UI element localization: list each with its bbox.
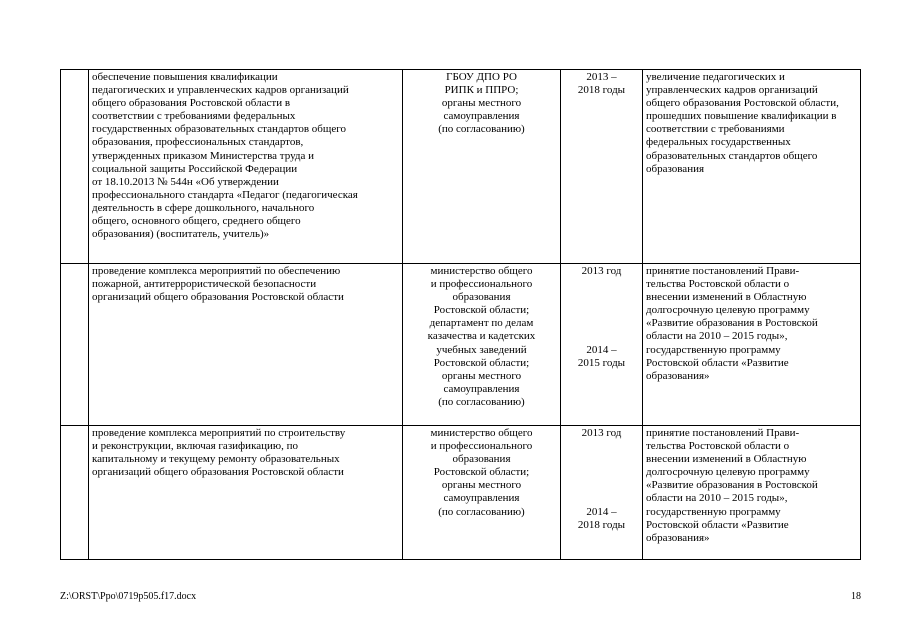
page-number: 18	[851, 591, 861, 602]
result-text: принятие постановлений Прави- тельства Ростовской области о внесении изменений в Областную долгосрочную целевую программу «Развитие образования в Ростовской области на 2010 – 2015 годы», государственную программу Ростовской области «Развитие образования»	[646, 427, 818, 544]
term-cell	[561, 70, 643, 264]
executor-cell	[403, 264, 561, 426]
result-cell	[643, 264, 861, 426]
term-cell	[561, 264, 643, 426]
row-number-cell	[61, 426, 89, 560]
measure-cell	[89, 426, 403, 560]
executor-cell	[403, 70, 561, 264]
result-cell	[643, 426, 861, 560]
result-text: принятие постановлений Прави- тельства Ростовской области о внесении изменений в Областную долгосрочную целевую программу «Развитие образования в Ростовской области на 2010 – 2015 годы», государственную программу Ростовской области «Развитие образования»	[646, 265, 818, 382]
row-number-cell	[61, 264, 89, 426]
executor-text: министерство общего и профессионального образования Ростовской области; органы местного самоуправления (по согласованию)	[430, 427, 533, 518]
table-row	[61, 264, 861, 426]
measure-text: проведение комплекса мероприятий по строительству и реконструкции, включая газификацию, по капитальному и текущему ремонту образовательных организаций общего образования Ростовской области	[92, 427, 346, 479]
result-cell	[643, 70, 861, 264]
measure-cell	[89, 70, 403, 264]
table-row	[61, 70, 861, 264]
executor-text: ГБОУ ДПО РО РИПК и ППРО; органы местного самоуправления (по согласованию)	[438, 71, 525, 136]
term-cell	[561, 426, 643, 560]
executor-text: министерство общего и профессионального образования Ростовской области; департамент по делам казачества и кадетских учебных заведений Ростовской области; органы местного самоуправления (по согласованию)	[427, 265, 536, 408]
result-text: увеличение педагогических и управленческих кадров организаций общего образования Ростовской области, прошедших повышение квалификации в соответствии с требованиями федеральных государственных образовательных стандартов общего образования	[646, 71, 839, 175]
measure-text: обеспечение повышения квалификации педагогических и управленческих кадров организаций общего образования Ростовской области в соответствии с требованиями федеральных государственных образовательных стандартов общего образования, профессиональных стандартов, утвержденных приказом Министерства труда и социальной защиты Российской Федерации от 18.10.2013 № 544н «Об утверждении профессионального стандарта «Педагог (педагогическая деятельность в сфере дошкольного, начального общего, основного общего, среднего общего образования) (воспитатель, учитель)»	[92, 71, 358, 241]
executor-cell	[403, 426, 561, 560]
measures-table	[60, 69, 861, 560]
footer-file-path: Z:\ORST\Ppo\0719p505.f17.docx	[60, 591, 197, 602]
term-text: 2013 – 2018 годы	[577, 71, 626, 97]
measure-text: проведение комплекса мероприятий по обеспечению пожарной, антитеррористической безопасности организаций общего образования Ростовской области	[92, 265, 344, 304]
table-row	[61, 426, 861, 560]
term-text: 2013 год 2014 – 2015 годы	[577, 265, 626, 369]
measure-cell	[89, 264, 403, 426]
term-text: 2013 год 2014 – 2018 годы	[577, 427, 626, 531]
row-number-cell	[61, 70, 89, 264]
